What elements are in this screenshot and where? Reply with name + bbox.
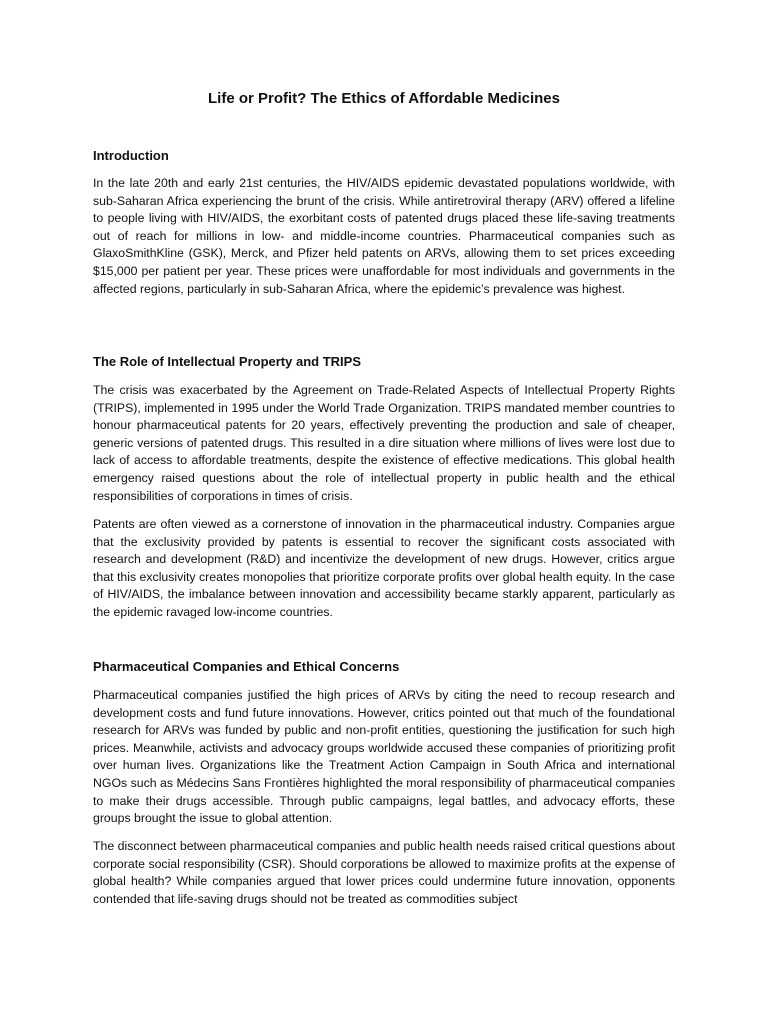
section-heading-ethical-concerns: Pharmaceutical Companies and Ethical Concerns [93, 659, 400, 674]
paragraph-ethical-concerns-2: The disconnect between pharmaceutical companies and public health needs raised critical questions about corporate social responsibility (CSR). Should corporations be allowed to maximize profits at the expense of global health? While companies argued that lower prices could undermine future innovation, opponents contended that life-saving drugs should not be treated as commodities subject [93, 839, 675, 906]
paragraph-ethical-concerns-1: Pharmaceutical companies justified the high prices of ARVs by citing the need to recoup research and development costs and fund future innovations. However, critics pointed out that much of the foundational research for ARVs was funded by public and non-profit entities, questioning the justification for such high prices. Meanwhile, activists and advocacy groups worldwide accused these companies of prioritizing profit over human lives. Organizations like the Treatment Action Campaign in South Africa and international NGOs such as Médecins Sans Frontières highlighted the moral responsibility of pharmaceutical companies to make their drugs accessible. Through public campaigns, legal battles, and advocacy efforts, these groups brought the issue to global attention. [93, 688, 675, 826]
paragraph-introduction: In the late 20th and early 21st centuries, the HIV/AIDS epidemic devastated populations worldwide, with sub-Saharan Africa experiencing the brunt of the crisis. While antiretroviral therapy (ARV) offered a lifeline to people living with HIV/AIDS, the exorbitant costs of patented drugs placed these life-saving treatments out of reach for millions in low- and middle-income countries. Pharmaceutical companies such as GlaxoSmithKline (GSK), Merck, and Pfizer held patents on ARVs, allowing them to set prices exceeding $15,000 per patient per year. These prices were unaffordable for most individuals and governments in the affected regions, particularly in sub-Saharan Africa, where the epidemic’s prevalence was highest. [93, 176, 675, 296]
document-page [93, 0, 675, 1024]
paragraph-trips-1: The crisis was exacerbated by the Agreement on Trade-Related Aspects of Intellectual Property Rights (TRIPS), implemented in 1995 under the World Trade Organization. TRIPS mandated member countries to honour pharmaceutical patents for 20 years, effectively preventing the production and sale of cheaper, generic versions of patented drugs. This resulted in a dire situation where millions of lives were lost due to lack of access to affordable treatments, despite the existence of effective medications. This global health emergency raised questions about the role of intellectual property in public health and the ethical responsibilities of corporations in times of crisis. [93, 383, 675, 503]
section-heading-introduction: Introduction [93, 148, 169, 163]
document-title: Life or Profit? The Ethics of Affordable Medicines [208, 90, 560, 107]
section-heading-trips: The Role of Intellectual Property and TRIPS [93, 354, 361, 369]
paragraph-trips-2: Patents are often viewed as a cornerstone of innovation in the pharmaceutical industry. Companies argue that the exclusivity provided by patents is essential to recover the significant costs associated with research and development (R&D) and incentivize the development of new drugs. However, critics argue that this exclusivity creates monopolies that prioritize corporate profits over global health equity. In the case of HIV/AIDS, the imbalance between innovation and accessibility became starkly apparent, particularly as the epidemic ravaged low-income countries. [93, 517, 675, 619]
